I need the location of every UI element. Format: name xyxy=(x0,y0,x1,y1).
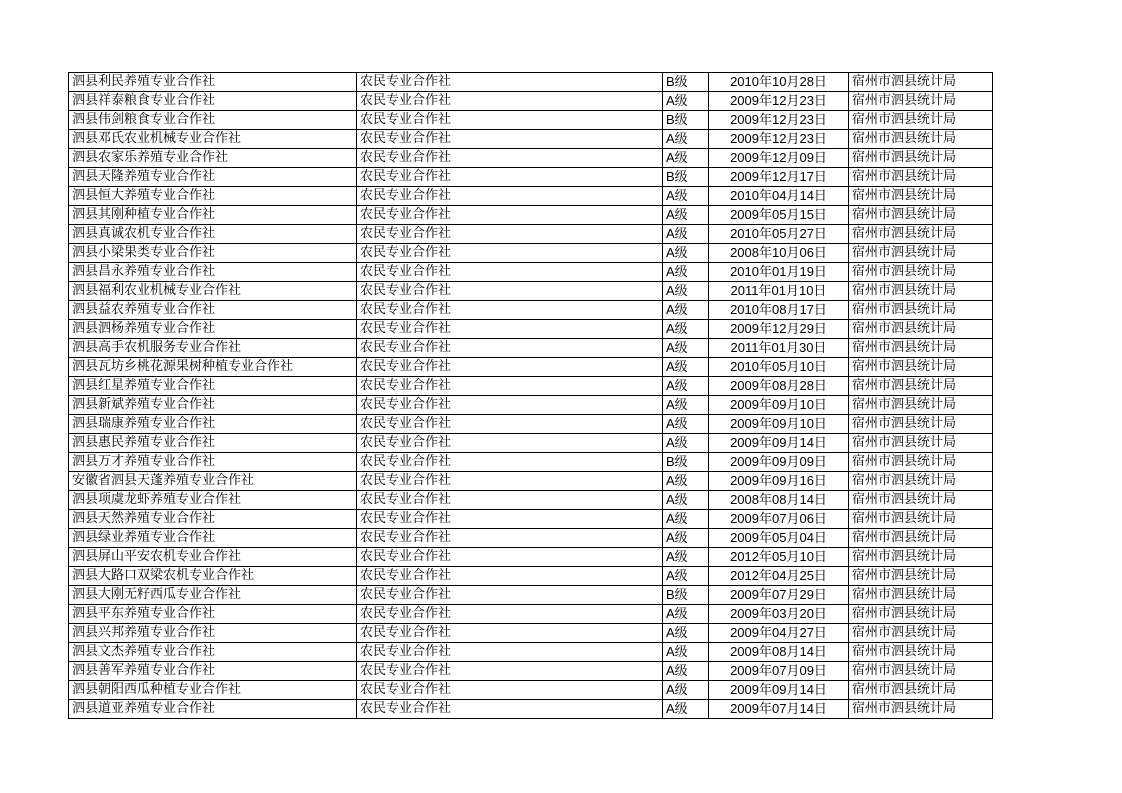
table-row xyxy=(69,149,993,168)
rating-cell: A级 xyxy=(663,662,709,681)
rating-cell: B级 xyxy=(663,73,709,92)
cooperative-name-cell: 泗县大刚无籽西瓜专业合作社 xyxy=(69,586,357,605)
rating-cell: A级 xyxy=(663,130,709,149)
cooperative-name-cell: 泗县天隆养殖专业合作社 xyxy=(69,168,357,187)
rating-cell: A级 xyxy=(663,681,709,700)
registration-date-cell: 2009年09月16日 xyxy=(709,472,849,491)
organization-type-cell: 农民专业合作社 xyxy=(357,73,663,92)
reporting-agency-cell: 宿州市泗县统计局 xyxy=(849,168,993,187)
reporting-agency-cell: 宿州市泗县统计局 xyxy=(849,510,993,529)
cooperative-name-cell: 泗县惠民养殖专业合作社 xyxy=(69,434,357,453)
cooperative-name-cell: 泗县小梁果类专业合作社 xyxy=(69,244,357,263)
cooperative-name-cell: 泗县朝阳西瓜种植专业合作社 xyxy=(69,681,357,700)
reporting-agency-cell: 宿州市泗县统计局 xyxy=(849,187,993,206)
table-row xyxy=(69,415,993,434)
reporting-agency-cell: 宿州市泗县统计局 xyxy=(849,92,993,111)
rating-cell: B级 xyxy=(663,111,709,130)
rating-cell: A级 xyxy=(663,263,709,282)
table-row xyxy=(69,643,993,662)
organization-type-cell: 农民专业合作社 xyxy=(357,453,663,472)
table-row xyxy=(69,567,993,586)
cooperative-name-cell: 泗县善军养殖专业合作社 xyxy=(69,662,357,681)
cooperative-name-cell: 泗县瓦坊乡桃花源果树种植专业合作社 xyxy=(69,358,357,377)
registration-date-cell: 2009年12月09日 xyxy=(709,149,849,168)
table-row xyxy=(69,301,993,320)
registration-date-cell: 2009年07月14日 xyxy=(709,700,849,719)
rating-cell: A级 xyxy=(663,491,709,510)
reporting-agency-cell: 宿州市泗县统计局 xyxy=(849,662,993,681)
registration-date-cell: 2011年01月30日 xyxy=(709,339,849,358)
rating-cell: A级 xyxy=(663,472,709,491)
rating-cell: A级 xyxy=(663,434,709,453)
table-row xyxy=(69,396,993,415)
organization-type-cell: 农民专业合作社 xyxy=(357,662,663,681)
reporting-agency-cell: 宿州市泗县统计局 xyxy=(849,225,993,244)
reporting-agency-cell: 宿州市泗县统计局 xyxy=(849,624,993,643)
cooperative-name-cell: 泗县益农养殖专业合作社 xyxy=(69,301,357,320)
registration-date-cell: 2008年08月14日 xyxy=(709,491,849,510)
cooperative-name-cell: 泗县文杰养殖专业合作社 xyxy=(69,643,357,662)
rating-cell: A级 xyxy=(663,358,709,377)
organization-type-cell: 农民专业合作社 xyxy=(357,92,663,111)
organization-type-cell: 农民专业合作社 xyxy=(357,320,663,339)
table-row xyxy=(69,282,993,301)
organization-type-cell: 农民专业合作社 xyxy=(357,358,663,377)
cooperative-name-cell: 安徽省泗县天蓬养殖专业合作社 xyxy=(69,472,357,491)
cooperative-name-cell: 泗县屏山平安农机专业合作社 xyxy=(69,548,357,567)
registration-date-cell: 2009年09月14日 xyxy=(709,681,849,700)
rating-cell: A级 xyxy=(663,605,709,624)
table-row xyxy=(69,586,993,605)
registration-date-cell: 2009年07月29日 xyxy=(709,586,849,605)
cooperative-name-cell: 泗县邓氏农业机械专业合作社 xyxy=(69,130,357,149)
reporting-agency-cell: 宿州市泗县统计局 xyxy=(849,415,993,434)
registration-date-cell: 2009年12月23日 xyxy=(709,92,849,111)
rating-cell: A级 xyxy=(663,301,709,320)
organization-type-cell: 农民专业合作社 xyxy=(357,301,663,320)
cooperative-name-cell: 泗县昌永养殖专业合作社 xyxy=(69,263,357,282)
reporting-agency-cell: 宿州市泗县统计局 xyxy=(849,339,993,358)
reporting-agency-cell: 宿州市泗县统计局 xyxy=(849,206,993,225)
table-row xyxy=(69,263,993,282)
cooperative-table xyxy=(68,72,993,719)
table-row xyxy=(69,700,993,719)
rating-cell: A级 xyxy=(663,510,709,529)
organization-type-cell: 农民专业合作社 xyxy=(357,472,663,491)
reporting-agency-cell: 宿州市泗县统计局 xyxy=(849,491,993,510)
cooperative-name-cell: 泗县兴邦养殖专业合作社 xyxy=(69,624,357,643)
organization-type-cell: 农民专业合作社 xyxy=(357,586,663,605)
registration-date-cell: 2008年10月06日 xyxy=(709,244,849,263)
cooperative-name-cell: 泗县项虞龙虾养殖专业合作社 xyxy=(69,491,357,510)
reporting-agency-cell: 宿州市泗县统计局 xyxy=(849,567,993,586)
registration-date-cell: 2010年01月19日 xyxy=(709,263,849,282)
reporting-agency-cell: 宿州市泗县统计局 xyxy=(849,377,993,396)
organization-type-cell: 农民专业合作社 xyxy=(357,377,663,396)
organization-type-cell: 农民专业合作社 xyxy=(357,510,663,529)
rating-cell: A级 xyxy=(663,282,709,301)
table-row xyxy=(69,206,993,225)
organization-type-cell: 农民专业合作社 xyxy=(357,111,663,130)
cooperative-name-cell: 泗县福利农业机械专业合作社 xyxy=(69,282,357,301)
table-row xyxy=(69,491,993,510)
reporting-agency-cell: 宿州市泗县统计局 xyxy=(849,396,993,415)
rating-cell: A级 xyxy=(663,700,709,719)
reporting-agency-cell: 宿州市泗县统计局 xyxy=(849,320,993,339)
table-body xyxy=(69,73,993,719)
organization-type-cell: 农民专业合作社 xyxy=(357,130,663,149)
registration-date-cell: 2009年08月14日 xyxy=(709,643,849,662)
organization-type-cell: 农民专业合作社 xyxy=(357,339,663,358)
cooperative-name-cell: 泗县祥泰粮食专业合作社 xyxy=(69,92,357,111)
table-row xyxy=(69,681,993,700)
organization-type-cell: 农民专业合作社 xyxy=(357,225,663,244)
table-row xyxy=(69,377,993,396)
organization-type-cell: 农民专业合作社 xyxy=(357,529,663,548)
reporting-agency-cell: 宿州市泗县统计局 xyxy=(849,700,993,719)
reporting-agency-cell: 宿州市泗县统计局 xyxy=(849,149,993,168)
rating-cell: A级 xyxy=(663,92,709,111)
registration-date-cell: 2009年12月29日 xyxy=(709,320,849,339)
rating-cell: A级 xyxy=(663,377,709,396)
registration-date-cell: 2012年04月25日 xyxy=(709,567,849,586)
registration-date-cell: 2010年04月14日 xyxy=(709,187,849,206)
organization-type-cell: 农民专业合作社 xyxy=(357,700,663,719)
table-row xyxy=(69,130,993,149)
cooperative-name-cell: 泗县恒大养殖专业合作社 xyxy=(69,187,357,206)
cooperative-name-cell: 泗县瑞康养殖专业合作社 xyxy=(69,415,357,434)
organization-type-cell: 农民专业合作社 xyxy=(357,168,663,187)
cooperative-name-cell: 泗县泗杨养殖专业合作社 xyxy=(69,320,357,339)
cooperative-name-cell: 泗县红星养殖专业合作社 xyxy=(69,377,357,396)
registration-date-cell: 2010年10月28日 xyxy=(709,73,849,92)
registration-date-cell: 2009年09月10日 xyxy=(709,415,849,434)
reporting-agency-cell: 宿州市泗县统计局 xyxy=(849,358,993,377)
organization-type-cell: 农民专业合作社 xyxy=(357,643,663,662)
table-row xyxy=(69,73,993,92)
organization-type-cell: 农民专业合作社 xyxy=(357,681,663,700)
registration-date-cell: 2009年03月20日 xyxy=(709,605,849,624)
reporting-agency-cell: 宿州市泗县统计局 xyxy=(849,111,993,130)
table-row xyxy=(69,225,993,244)
rating-cell: B级 xyxy=(663,168,709,187)
organization-type-cell: 农民专业合作社 xyxy=(357,282,663,301)
organization-type-cell: 农民专业合作社 xyxy=(357,624,663,643)
table-row xyxy=(69,244,993,263)
cooperative-name-cell: 泗县平东养殖专业合作社 xyxy=(69,605,357,624)
registration-date-cell: 2009年08月28日 xyxy=(709,377,849,396)
organization-type-cell: 农民专业合作社 xyxy=(357,244,663,263)
cooperative-name-cell: 泗县道亚养殖专业合作社 xyxy=(69,700,357,719)
organization-type-cell: 农民专业合作社 xyxy=(357,149,663,168)
rating-cell: B级 xyxy=(663,453,709,472)
reporting-agency-cell: 宿州市泗县统计局 xyxy=(849,643,993,662)
reporting-agency-cell: 宿州市泗县统计局 xyxy=(849,472,993,491)
reporting-agency-cell: 宿州市泗县统计局 xyxy=(849,244,993,263)
reporting-agency-cell: 宿州市泗县统计局 xyxy=(849,434,993,453)
cooperative-name-cell: 泗县万才养殖专业合作社 xyxy=(69,453,357,472)
table-row xyxy=(69,111,993,130)
cooperative-name-cell: 泗县新斌养殖专业合作社 xyxy=(69,396,357,415)
cooperative-name-cell: 泗县绿业养殖专业合作社 xyxy=(69,529,357,548)
table-row xyxy=(69,624,993,643)
rating-cell: A级 xyxy=(663,339,709,358)
reporting-agency-cell: 宿州市泗县统计局 xyxy=(849,681,993,700)
organization-type-cell: 农民专业合作社 xyxy=(357,396,663,415)
reporting-agency-cell: 宿州市泗县统计局 xyxy=(849,263,993,282)
rating-cell: A级 xyxy=(663,206,709,225)
rating-cell: A级 xyxy=(663,396,709,415)
reporting-agency-cell: 宿州市泗县统计局 xyxy=(849,453,993,472)
registration-date-cell: 2009年09月09日 xyxy=(709,453,849,472)
rating-cell: A级 xyxy=(663,149,709,168)
rating-cell: A级 xyxy=(663,643,709,662)
table-row xyxy=(69,548,993,567)
table-row xyxy=(69,320,993,339)
cooperative-name-cell: 泗县天然养殖专业合作社 xyxy=(69,510,357,529)
cooperative-name-cell: 泗县真诚农机专业合作社 xyxy=(69,225,357,244)
reporting-agency-cell: 宿州市泗县统计局 xyxy=(849,586,993,605)
organization-type-cell: 农民专业合作社 xyxy=(357,491,663,510)
table-row xyxy=(69,168,993,187)
registration-date-cell: 2010年05月27日 xyxy=(709,225,849,244)
table-row xyxy=(69,187,993,206)
table-row xyxy=(69,434,993,453)
organization-type-cell: 农民专业合作社 xyxy=(357,187,663,206)
rating-cell: B级 xyxy=(663,586,709,605)
cooperative-name-cell: 泗县大路口双梁农机专业合作社 xyxy=(69,567,357,586)
cooperative-name-cell: 泗县利民养殖专业合作社 xyxy=(69,73,357,92)
table-row xyxy=(69,472,993,491)
organization-type-cell: 农民专业合作社 xyxy=(357,206,663,225)
rating-cell: A级 xyxy=(663,244,709,263)
registration-date-cell: 2009年12月23日 xyxy=(709,130,849,149)
registration-date-cell: 2010年05月10日 xyxy=(709,358,849,377)
table-row xyxy=(69,453,993,472)
registration-date-cell: 2010年08月17日 xyxy=(709,301,849,320)
registration-date-cell: 2009年09月10日 xyxy=(709,396,849,415)
table-row xyxy=(69,92,993,111)
registration-date-cell: 2009年07月09日 xyxy=(709,662,849,681)
organization-type-cell: 农民专业合作社 xyxy=(357,434,663,453)
registration-date-cell: 2012年05月10日 xyxy=(709,548,849,567)
registration-date-cell: 2009年04月27日 xyxy=(709,624,849,643)
table-row xyxy=(69,662,993,681)
rating-cell: A级 xyxy=(663,225,709,244)
rating-cell: A级 xyxy=(663,529,709,548)
table-row xyxy=(69,605,993,624)
reporting-agency-cell: 宿州市泗县统计局 xyxy=(849,301,993,320)
organization-type-cell: 农民专业合作社 xyxy=(357,263,663,282)
registration-date-cell: 2011年01月10日 xyxy=(709,282,849,301)
reporting-agency-cell: 宿州市泗县统计局 xyxy=(849,548,993,567)
rating-cell: A级 xyxy=(663,548,709,567)
registration-date-cell: 2009年12月23日 xyxy=(709,111,849,130)
rating-cell: A级 xyxy=(663,320,709,339)
organization-type-cell: 农民专业合作社 xyxy=(357,605,663,624)
cooperative-name-cell: 泗县伟剑粮食专业合作社 xyxy=(69,111,357,130)
reporting-agency-cell: 宿州市泗县统计局 xyxy=(849,529,993,548)
registration-date-cell: 2009年05月15日 xyxy=(709,206,849,225)
rating-cell: A级 xyxy=(663,567,709,586)
table-row xyxy=(69,510,993,529)
reporting-agency-cell: 宿州市泗县统计局 xyxy=(849,282,993,301)
reporting-agency-cell: 宿州市泗县统计局 xyxy=(849,605,993,624)
reporting-agency-cell: 宿州市泗县统计局 xyxy=(849,73,993,92)
cooperative-name-cell: 泗县农家乐养殖专业合作社 xyxy=(69,149,357,168)
organization-type-cell: 农民专业合作社 xyxy=(357,548,663,567)
cooperative-name-cell: 泗县高手农机服务专业合作社 xyxy=(69,339,357,358)
rating-cell: A级 xyxy=(663,187,709,206)
registration-date-cell: 2009年09月14日 xyxy=(709,434,849,453)
table-row xyxy=(69,529,993,548)
registration-date-cell: 2009年12月17日 xyxy=(709,168,849,187)
registration-date-cell: 2009年07月06日 xyxy=(709,510,849,529)
registration-date-cell: 2009年05月04日 xyxy=(709,529,849,548)
rating-cell: A级 xyxy=(663,624,709,643)
rating-cell: A级 xyxy=(663,415,709,434)
cooperative-name-cell: 泗县其刚种植专业合作社 xyxy=(69,206,357,225)
organization-type-cell: 农民专业合作社 xyxy=(357,567,663,586)
organization-type-cell: 农民专业合作社 xyxy=(357,415,663,434)
table-row xyxy=(69,358,993,377)
reporting-agency-cell: 宿州市泗县统计局 xyxy=(849,130,993,149)
table-row xyxy=(69,339,993,358)
